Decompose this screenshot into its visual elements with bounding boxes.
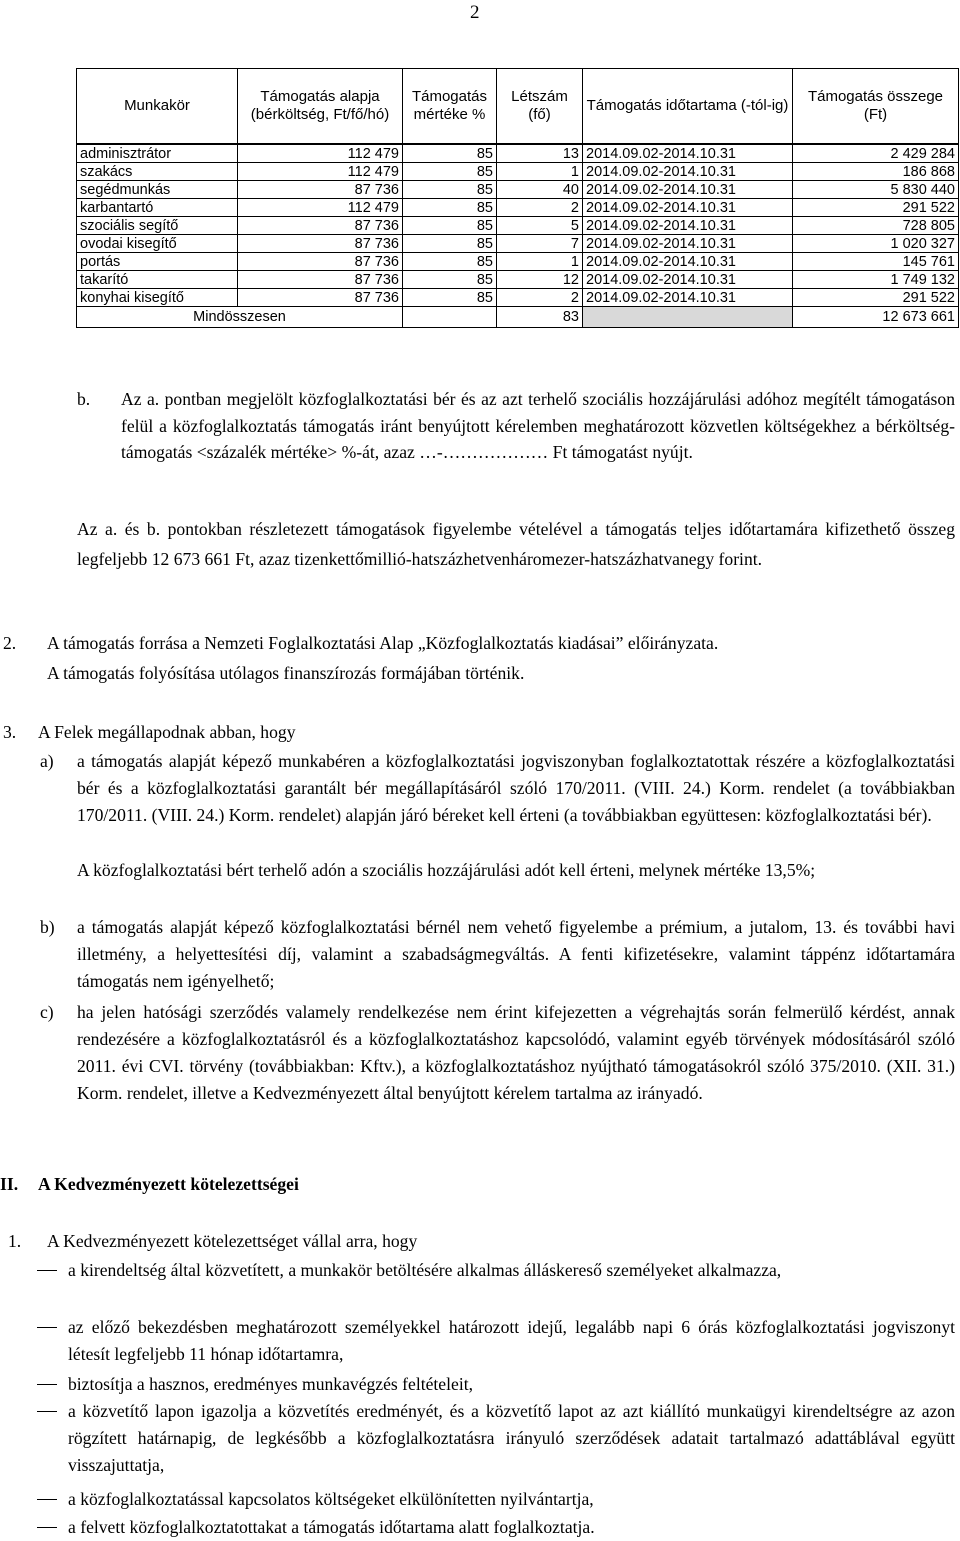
cell-mertek: 85	[403, 199, 497, 217]
cell-letszam: 1	[497, 253, 583, 271]
header-letszam: Létszám (fő)	[497, 69, 583, 145]
point-3-number: 3.	[3, 722, 17, 742]
item-a-text-2: A közfoglalkoztatási bért terhelő adón a szociális hozzájárulási adót kell érteni, melynek mértéke 13,5%;	[77, 860, 816, 880]
table-row	[77, 217, 959, 235]
dash-bullet-icon	[37, 1527, 57, 1528]
cell-idotartam: 2014.09.02-2014.10.31	[583, 144, 793, 163]
cell-idotartam: 2014.09.02-2014.10.31	[583, 271, 793, 289]
cell-munkakor: ovodai kisegítő	[77, 235, 238, 253]
header-mertek: Támogatás mértéke %	[403, 69, 497, 145]
obligation-item: a kirendeltség által közvetített, a munkakör betöltésére alkalmas álláskereső személyeket alkalmazza,	[68, 1260, 782, 1280]
obligation-item: a közvetítő lapon igazolja a közvetítés eredményét, és a közvetítő lapot az azt kiállító munkaügyi kirendeltségre az azon rögzített határnapig, de legkésőbb a közfoglalkoztatásra irányuló szerződések adatait tartalmazó adattáblával együtt visszajuttatja,	[68, 1401, 955, 1475]
cell-munkakor: segédmunkás	[77, 181, 238, 199]
point-3-intro: A Felek megállapodnak abban, hogy	[38, 722, 296, 742]
item-a-label: a)	[40, 751, 54, 771]
point-2-line-2: A támogatás folyósítása utólagos finanszírozás formájában történik.	[47, 663, 525, 683]
cell-letszam: 40	[497, 181, 583, 199]
cell-alap: 112 479	[238, 163, 403, 181]
cell-osszeg: 1 749 132	[793, 271, 959, 289]
cell-munkakor: takarító	[77, 271, 238, 289]
section-b-text: Az a. pontban megjelölt közfoglalkoztatási bér és az azt terhelő szociális hozzájárulási adóhoz megítélt támogatáson felül a közfoglalkoztatás támogatás iránt benyújtott kérelemben meghatározott közvetlen költségekhez a bérköltség-támogatás <százalék mértéke> %-át, azaz …-……………… Ft támogatást nyújt.	[121, 389, 955, 463]
page-number: 2	[470, 2, 480, 23]
cell-mertek: 85	[403, 181, 497, 199]
obligation-item: az előző bekezdésben meghatározott személyekkel határozott idejű, legalább napi 6 órás közfoglalkoztatási jogviszonyt létesít legfeljebb 11 hónap időtartamra,	[68, 1317, 955, 1364]
table-row	[77, 163, 959, 181]
cell-idotartam: 2014.09.02-2014.10.31	[583, 217, 793, 235]
cell-idotartam: 2014.09.02-2014.10.31	[583, 253, 793, 271]
total-headcount: 83	[497, 307, 583, 328]
cell-osszeg: 291 522	[793, 199, 959, 217]
obligation-item: a felvett közfoglalkoztatottakat a támogatás időtartama alatt foglalkoztatja.	[68, 1517, 595, 1537]
table-row	[77, 199, 959, 217]
dash-bullet-icon	[37, 1499, 57, 1500]
obligation-item: a közfoglalkoztatással kapcsolatos költségeket elkülönítetten nyilvántartja,	[68, 1489, 594, 1509]
cell-alap: 87 736	[238, 253, 403, 271]
cell-mertek: 85	[403, 217, 497, 235]
cell-munkakor: szociális segítő	[77, 217, 238, 235]
item-b-label: b)	[40, 917, 55, 937]
cell-munkakor: karbantartó	[77, 199, 238, 217]
cell-mertek: 85	[403, 253, 497, 271]
support-table	[76, 68, 959, 328]
item-c-text: ha jelen hatósági szerződés valamely rendelkezése nem érint kifejezetten a végrehajtás során felmerülő kérdést, annak rendezésére a közfoglalkoztatásról és a közfoglalkoztatáshoz kapcsolódó, valamint egyéb törvények módosításáról szóló 2011. évi CVI. törvény (továbbiakban: Kftv.), a közfoglalkoztatáshoz nyújtható támogatásokról szóló 375/2010. (XII. 31.) Korm. rendelet, illetve a Kedvezményezett által benyújtott kérelem tartalma az irányadó.	[77, 1002, 955, 1103]
item-b-text: a támogatás alapját képező közfoglalkoztatási bérnél nem vehető figyelembe a prémium, a jutalom, 13. és további havi illetmény, a helyettesítési díj, valamint a szabadságmegváltás. A fenti kifizetésekre, valamint táppénz időtartamára támogatás nem igényelhető;	[77, 917, 955, 991]
cell-alap: 87 736	[238, 289, 403, 307]
cell-munkakor: portás	[77, 253, 238, 271]
cell-alap: 87 736	[238, 271, 403, 289]
section-b-label: b.	[77, 389, 91, 409]
table-total-row	[77, 307, 959, 328]
cell-osszeg: 5 830 440	[793, 181, 959, 199]
cell-osszeg: 291 522	[793, 289, 959, 307]
header-idotartam: Támogatás időtartama (-tól-ig)	[583, 69, 793, 145]
cell-letszam: 5	[497, 217, 583, 235]
cell-osszeg: 2 429 284	[793, 144, 959, 163]
table-row	[77, 144, 959, 163]
cell-osszeg: 728 805	[793, 217, 959, 235]
point-2-line-1: A támogatás forrása a Nemzeti Foglalkoztatási Alap „Közfoglalkoztatás kiadásai” előirányzata.	[47, 633, 719, 653]
cell-idotartam: 2014.09.02-2014.10.31	[583, 181, 793, 199]
cell-mertek: 85	[403, 163, 497, 181]
cell-osszeg: 145 761	[793, 253, 959, 271]
cell-letszam: 2	[497, 199, 583, 217]
cell-idotartam: 2014.09.02-2014.10.31	[583, 235, 793, 253]
table-row	[77, 181, 959, 199]
cell-idotartam: 2014.09.02-2014.10.31	[583, 289, 793, 307]
cell-letszam: 1	[497, 163, 583, 181]
cell-alap: 87 736	[238, 181, 403, 199]
table-row	[77, 271, 959, 289]
cell-munkakor: szakács	[77, 163, 238, 181]
total-amount: 12 673 661	[793, 307, 959, 328]
table-row	[77, 289, 959, 307]
dash-bullet-icon	[37, 1327, 57, 1328]
dash-bullet-icon	[37, 1270, 57, 1271]
cell-alap: 112 479	[238, 144, 403, 163]
obligations-number: 1.	[8, 1231, 22, 1251]
obligations-intro: A Kedvezményezett kötelezettséget vállal arra, hogy	[47, 1231, 418, 1251]
table-row	[77, 235, 959, 253]
cell-osszeg: 1 020 327	[793, 235, 959, 253]
header-osszeg: Támogatás összege (Ft)	[793, 69, 959, 145]
point-2-number: 2.	[3, 633, 17, 653]
header-alap: Támogatás alapja (bérköltség, Ft/fő/hó)	[238, 69, 403, 145]
section-ii-title: A Kedvezményezett kötelezettségei	[38, 1174, 299, 1194]
cell-mertek: 85	[403, 144, 497, 163]
cell-alap: 87 736	[238, 235, 403, 253]
cell-idotartam: 2014.09.02-2014.10.31	[583, 199, 793, 217]
section-ii-number: II.	[0, 1174, 19, 1194]
cell-mertek: 85	[403, 271, 497, 289]
cell-munkakor: adminisztrátor	[77, 144, 238, 163]
cell-munkakor: konyhai kisegítő	[77, 289, 238, 307]
cell-mertek: 85	[403, 289, 497, 307]
cell-letszam: 7	[497, 235, 583, 253]
dash-bullet-icon	[37, 1411, 57, 1412]
summary-paragraph: Az a. és b. pontokban részletezett támogatások figyelembe vételével a támogatás teljes időtartamára kifizethető összeg legfeljebb 12 673 661 Ft, azaz tizenkettőmillió-hatszázhetvenháromezer-hatszázhatvanegy forint.	[77, 519, 955, 569]
item-a-text: a támogatás alapját képező munkabéren a közfoglalkoztatási jogviszonyban foglalkoztatottak részére a közfoglalkoztatási bér és a közfoglalkoztatási garantált bér megállapításáról szóló 170/2011. (VIII. 24.) Korm. rendelet (a továbbiakban 170/2011. (VIII. 24.) Korm. rendelet) alapján járó béreket kell érteni (a továbbiakban együttesen: közfoglalkoztatási bér).	[77, 751, 955, 825]
total-label: Mindösszesen	[77, 307, 403, 328]
cell-mertek: 85	[403, 235, 497, 253]
cell-osszeg: 186 868	[793, 163, 959, 181]
cell-letszam: 13	[497, 144, 583, 163]
cell-alap: 112 479	[238, 199, 403, 217]
header-munkakor: Munkakör	[77, 69, 238, 145]
obligation-item: biztosítja a hasznos, eredményes munkavégzés feltételeit,	[68, 1374, 473, 1394]
table-row	[77, 253, 959, 271]
dash-bullet-icon	[37, 1384, 57, 1385]
cell-letszam: 2	[497, 289, 583, 307]
cell-idotartam: 2014.09.02-2014.10.31	[583, 163, 793, 181]
cell-letszam: 12	[497, 271, 583, 289]
cell-alap: 87 736	[238, 217, 403, 235]
item-c-label: c)	[40, 1002, 54, 1022]
table-header-row	[77, 69, 959, 145]
